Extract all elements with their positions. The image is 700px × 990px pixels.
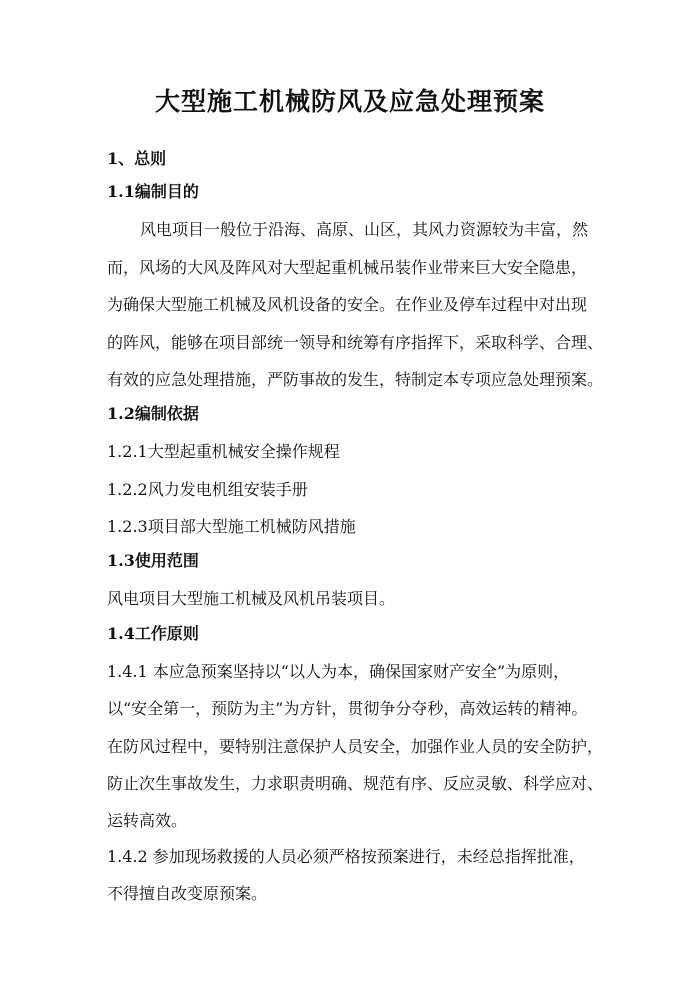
principle-line: 防止次生事故发生，力求职责明确、规范有序、反应灵敏、科学应对、 [107, 774, 604, 793]
principle-line: 1.4.2 参加现场救援的人员必须严格按预案进行，未经总指挥批准， [107, 847, 585, 866]
section-heading-principles: 1.4工作原则 [107, 624, 199, 643]
section-heading-general: 1、总则 [107, 149, 167, 168]
section-heading-basis: 1.2编制依据 [107, 404, 199, 423]
principle-line: 在防风过程中，要特别注意保护人员安全，加强作业人员的安全防护， [107, 737, 604, 756]
purpose-paragraph-line: 为确保大型施工机械及风机设备的安全。在作业及停车过程中对出现 [107, 295, 588, 314]
basis-item: 1.2.2风力发电机组安装手册 [107, 480, 308, 499]
purpose-paragraph-line: 而，风场的大风及阵风对大型起重机械吊装作业带来巨大安全隐患， [107, 258, 588, 277]
principle-line: 以“安全第一，预防为主”为方针，贯彻争分夺秒，高效运转的精神。 [107, 699, 588, 718]
section-heading-purpose: 1.1编制目的 [107, 182, 199, 201]
basis-item: 1.2.1大型起重机械安全操作规程 [107, 442, 340, 461]
purpose-paragraph-line: 风电项目一般位于沿海、高原、山区，其风力资源较为丰富，然 [140, 220, 589, 239]
basis-item: 1.2.3项目部大型施工机械防风措施 [107, 517, 356, 536]
principle-line: 运转高效。 [107, 811, 188, 830]
document-title: 大型施工机械防风及应急处理预案 [154, 87, 545, 116]
scope-text: 风电项目大型施工机械及风机吊装项目。 [107, 589, 396, 608]
principle-line: 不得擅自改变原预案。 [107, 884, 268, 903]
section-heading-scope: 1.3使用范围 [107, 551, 199, 570]
purpose-paragraph-line: 有效的应急处理措施，严防事故的发生，特制定本专项应急处理预案。 [107, 370, 604, 389]
principle-line: 1.4.1 本应急预案坚持以“以人为本，确保国家财产安全”为原则， [107, 662, 570, 681]
purpose-paragraph-line: 的阵风，能够在项目部统一领导和统筹有序指挥下，采取科学、合理、 [107, 333, 604, 352]
